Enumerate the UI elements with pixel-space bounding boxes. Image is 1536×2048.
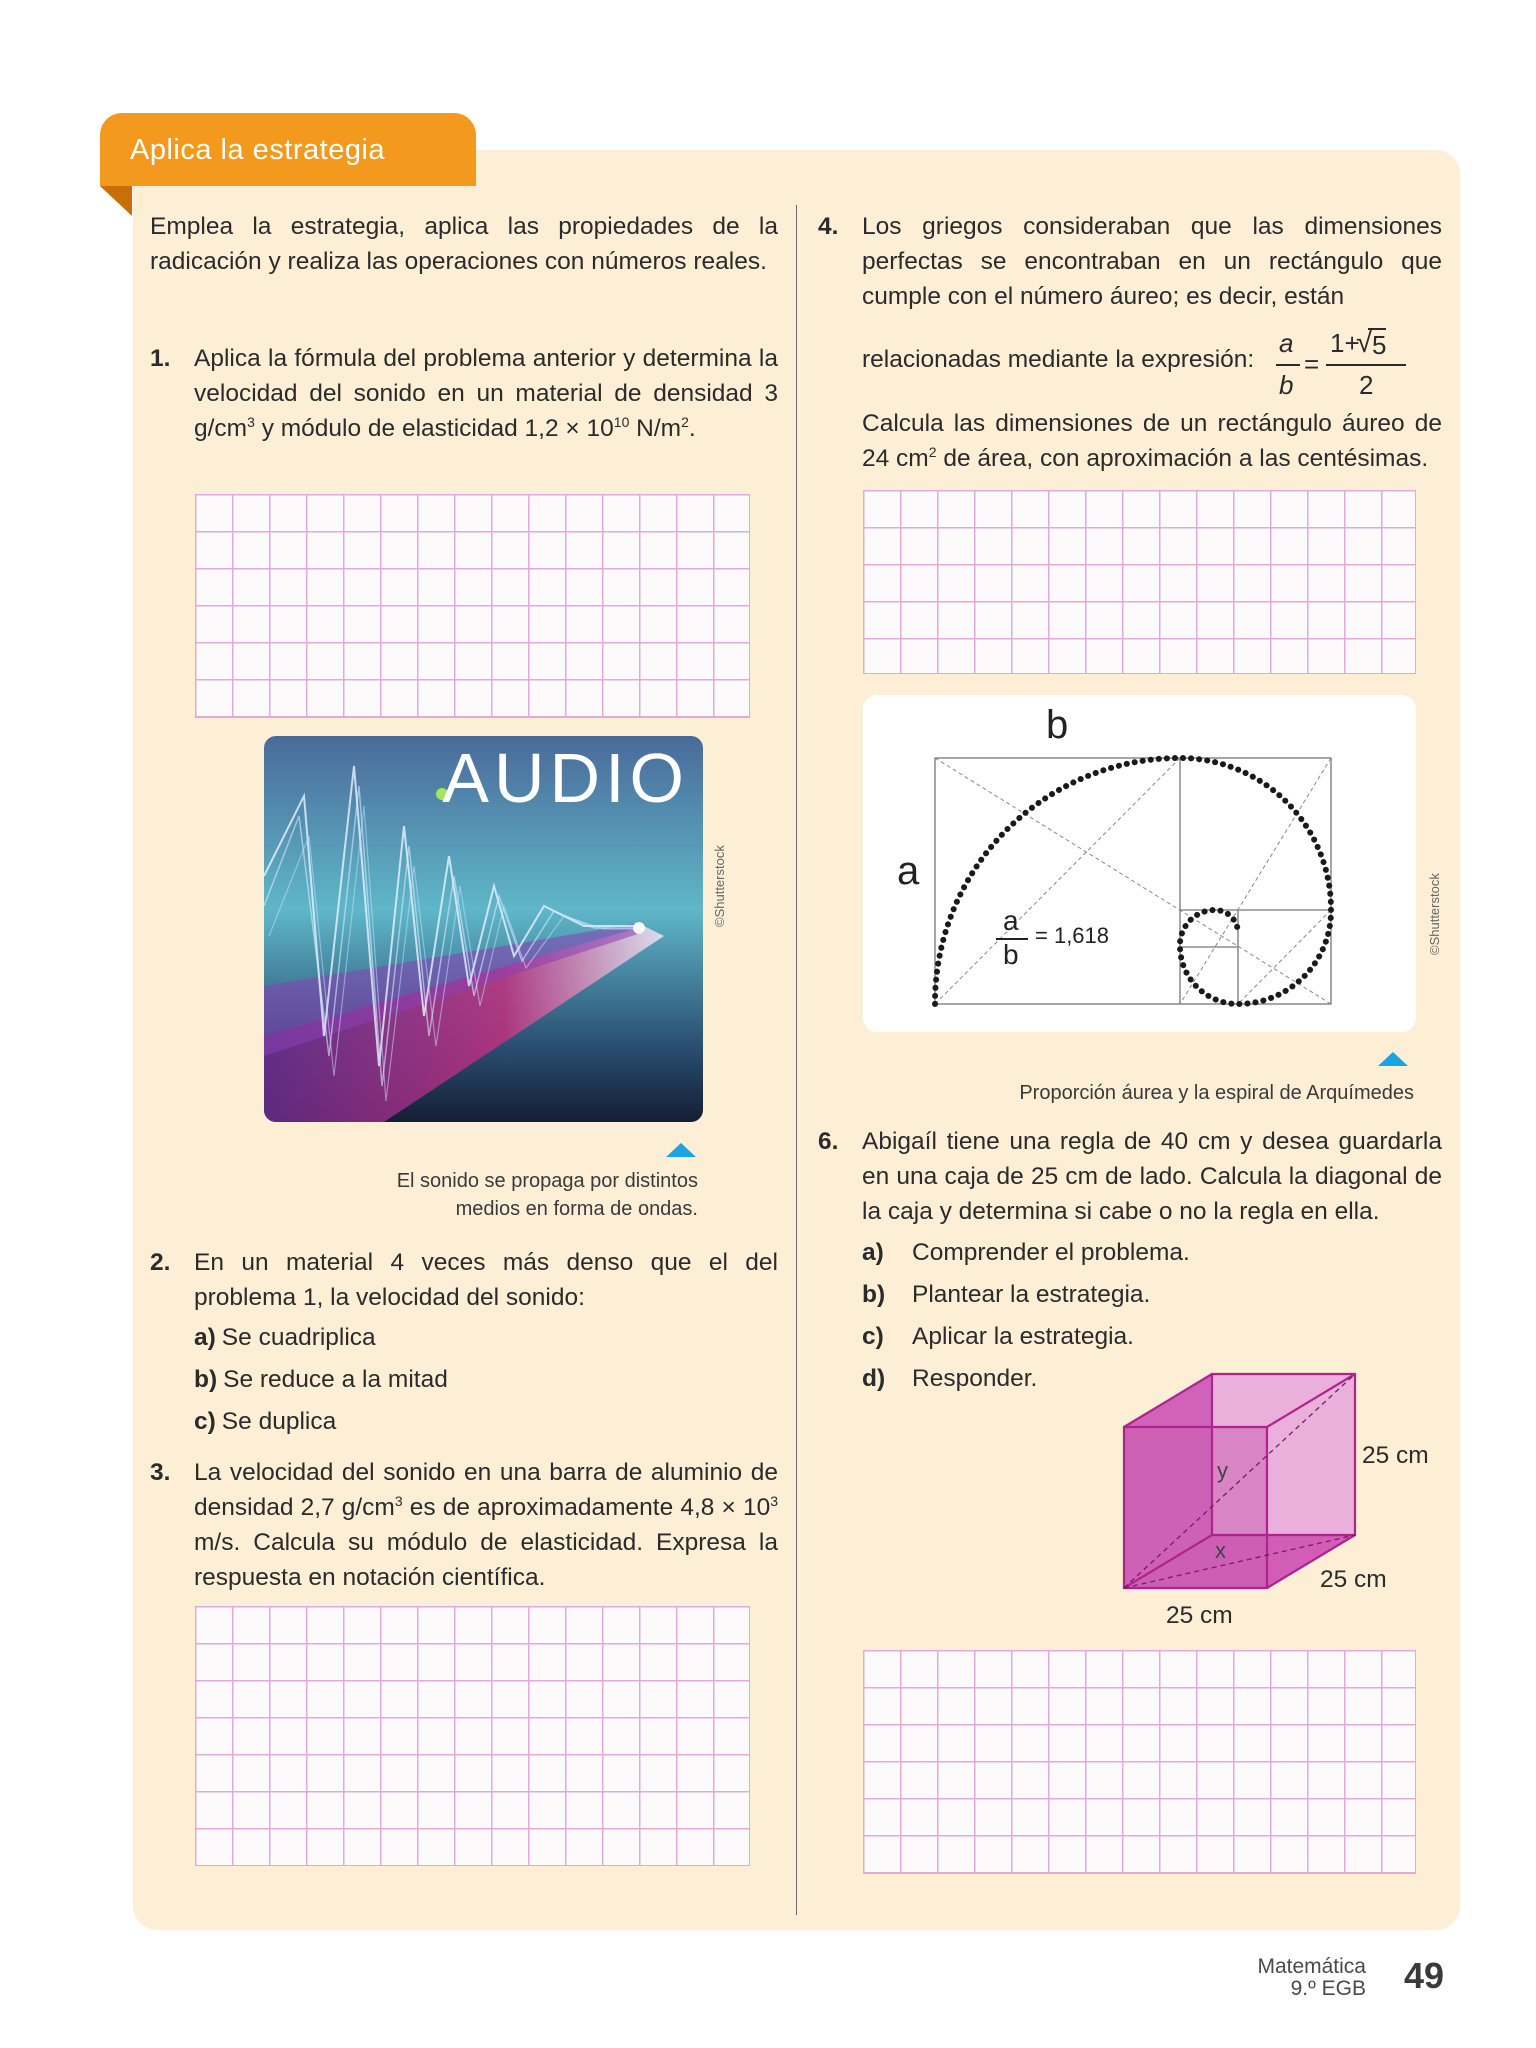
problem-3-number: 3. [150, 1459, 171, 1486]
cube-label-y: y [1217, 1458, 1228, 1483]
problem-1-text: Aplica la fórmula del problema anterior y determina la velocidad del sonido en un material de densidad 3 $g/cm^3$ y módulo de elasticidad $1,2 \times 10^{10}$ $N/m^2$. [194, 345, 778, 442]
problem-4-question: Calcula las dimensiones de un rectángulo áureo de 24 $cm^2$ de área, con aproximación a las centésimas. [862, 410, 1442, 472]
cube-label-x: x [1215, 1538, 1226, 1563]
golden-label-a: a [897, 849, 920, 893]
problem-2-option-a: a) Se cuadriplica [194, 1324, 376, 1351]
problem-4-text: Los griegos consideraban que las dimensiones perfectas se encontraban en un rectángulo que cumple con el número áureo; es decir, están [862, 213, 1442, 310]
section-tab-title: Aplica la estrategia [100, 113, 476, 186]
column-divider [796, 205, 797, 1915]
problem-2-option-c: c) Se duplica [194, 1408, 337, 1435]
golden-caption: Proporción áurea y la espiral de Arquímedes [1019, 1082, 1414, 1104]
golden-credit: ©Shutterstock [1427, 873, 1442, 955]
cube-depth-label: 25 cm [1320, 1566, 1387, 1593]
page-number: 49 [1404, 1955, 1445, 1996]
answer-grid-1[interactable] [195, 494, 750, 718]
problem-6-option-c: c) Aplicar la estrategia. [862, 1323, 1134, 1350]
problem-2-option-b: b) Se reduce a la mitad [194, 1366, 448, 1393]
tab-fold-decoration [100, 186, 132, 216]
sqrt-icon: √ [1356, 326, 1373, 359]
golden-ratio-num: a [1003, 905, 1019, 936]
caption-marker-icon [1378, 1052, 1408, 1066]
sqrt-radicand: 5 [1368, 328, 1386, 360]
problem-6-option-b: b) Plantear la estrategia. [862, 1281, 1151, 1308]
problem-4-expression-label: relacionadas mediante la expresión: [862, 346, 1255, 373]
audio-caption: El sonido se propaga por distintos medios en forma de ondas. [396, 1170, 698, 1220]
golden-spiral-figure [863, 695, 1416, 1032]
cube-width-label: 25 cm [1166, 1602, 1233, 1629]
problem-4-number: 4. [818, 213, 839, 240]
problem-3-text: La velocidad del sonido en una barra de aluminio de densidad 2,7 $g/cm^3$ es de aproximadamente $4,8 \times 10^3$ m/s. Calcula su módulo de elasticidad. Expresa la respuesta en notación científica. [194, 1459, 778, 1591]
golden-ratio-value: = 1,618 [1035, 923, 1110, 948]
answer-grid-4[interactable] [863, 490, 1416, 674]
answer-grid-3[interactable] [195, 1606, 750, 1866]
golden-label-b: b [1046, 703, 1069, 747]
problem-6-option-d: d) Responder. [862, 1365, 1038, 1392]
audio-word: AUDIO [442, 739, 689, 817]
intro-text: Emplea la estrategia, aplica las propiedades de la radicación y realiza las operaciones con números reales. [150, 213, 778, 275]
answer-grid-6[interactable] [863, 1650, 1416, 1874]
problem-6-text: Abigaíl tiene una regla de 40 cm y desea guardarla en una caja de 25 cm de lado. Calcula la diagonal de la caja y determina si cabe o no la regla en ella. [862, 1128, 1442, 1225]
problem-2-text: En un material 4 veces más denso que el del problema 1, la velocidad del sonido: [194, 1249, 778, 1311]
cube-height-label: 25 cm [1362, 1442, 1429, 1469]
problem-6-option-a: a) Comprender el problema. [862, 1239, 1190, 1266]
problem-1-number: 1. [150, 345, 171, 372]
footer-subject: Matemática 9.º EGB [1257, 1955, 1366, 2000]
golden-ratio-den: b [1003, 939, 1019, 970]
caption-marker-icon [666, 1143, 696, 1157]
problem-2-number: 2. [150, 1249, 171, 1276]
audio-credit: ©Shutterstock [712, 845, 727, 927]
audio-waves-image [264, 736, 703, 1122]
problem-6-number: 6. [818, 1128, 839, 1155]
